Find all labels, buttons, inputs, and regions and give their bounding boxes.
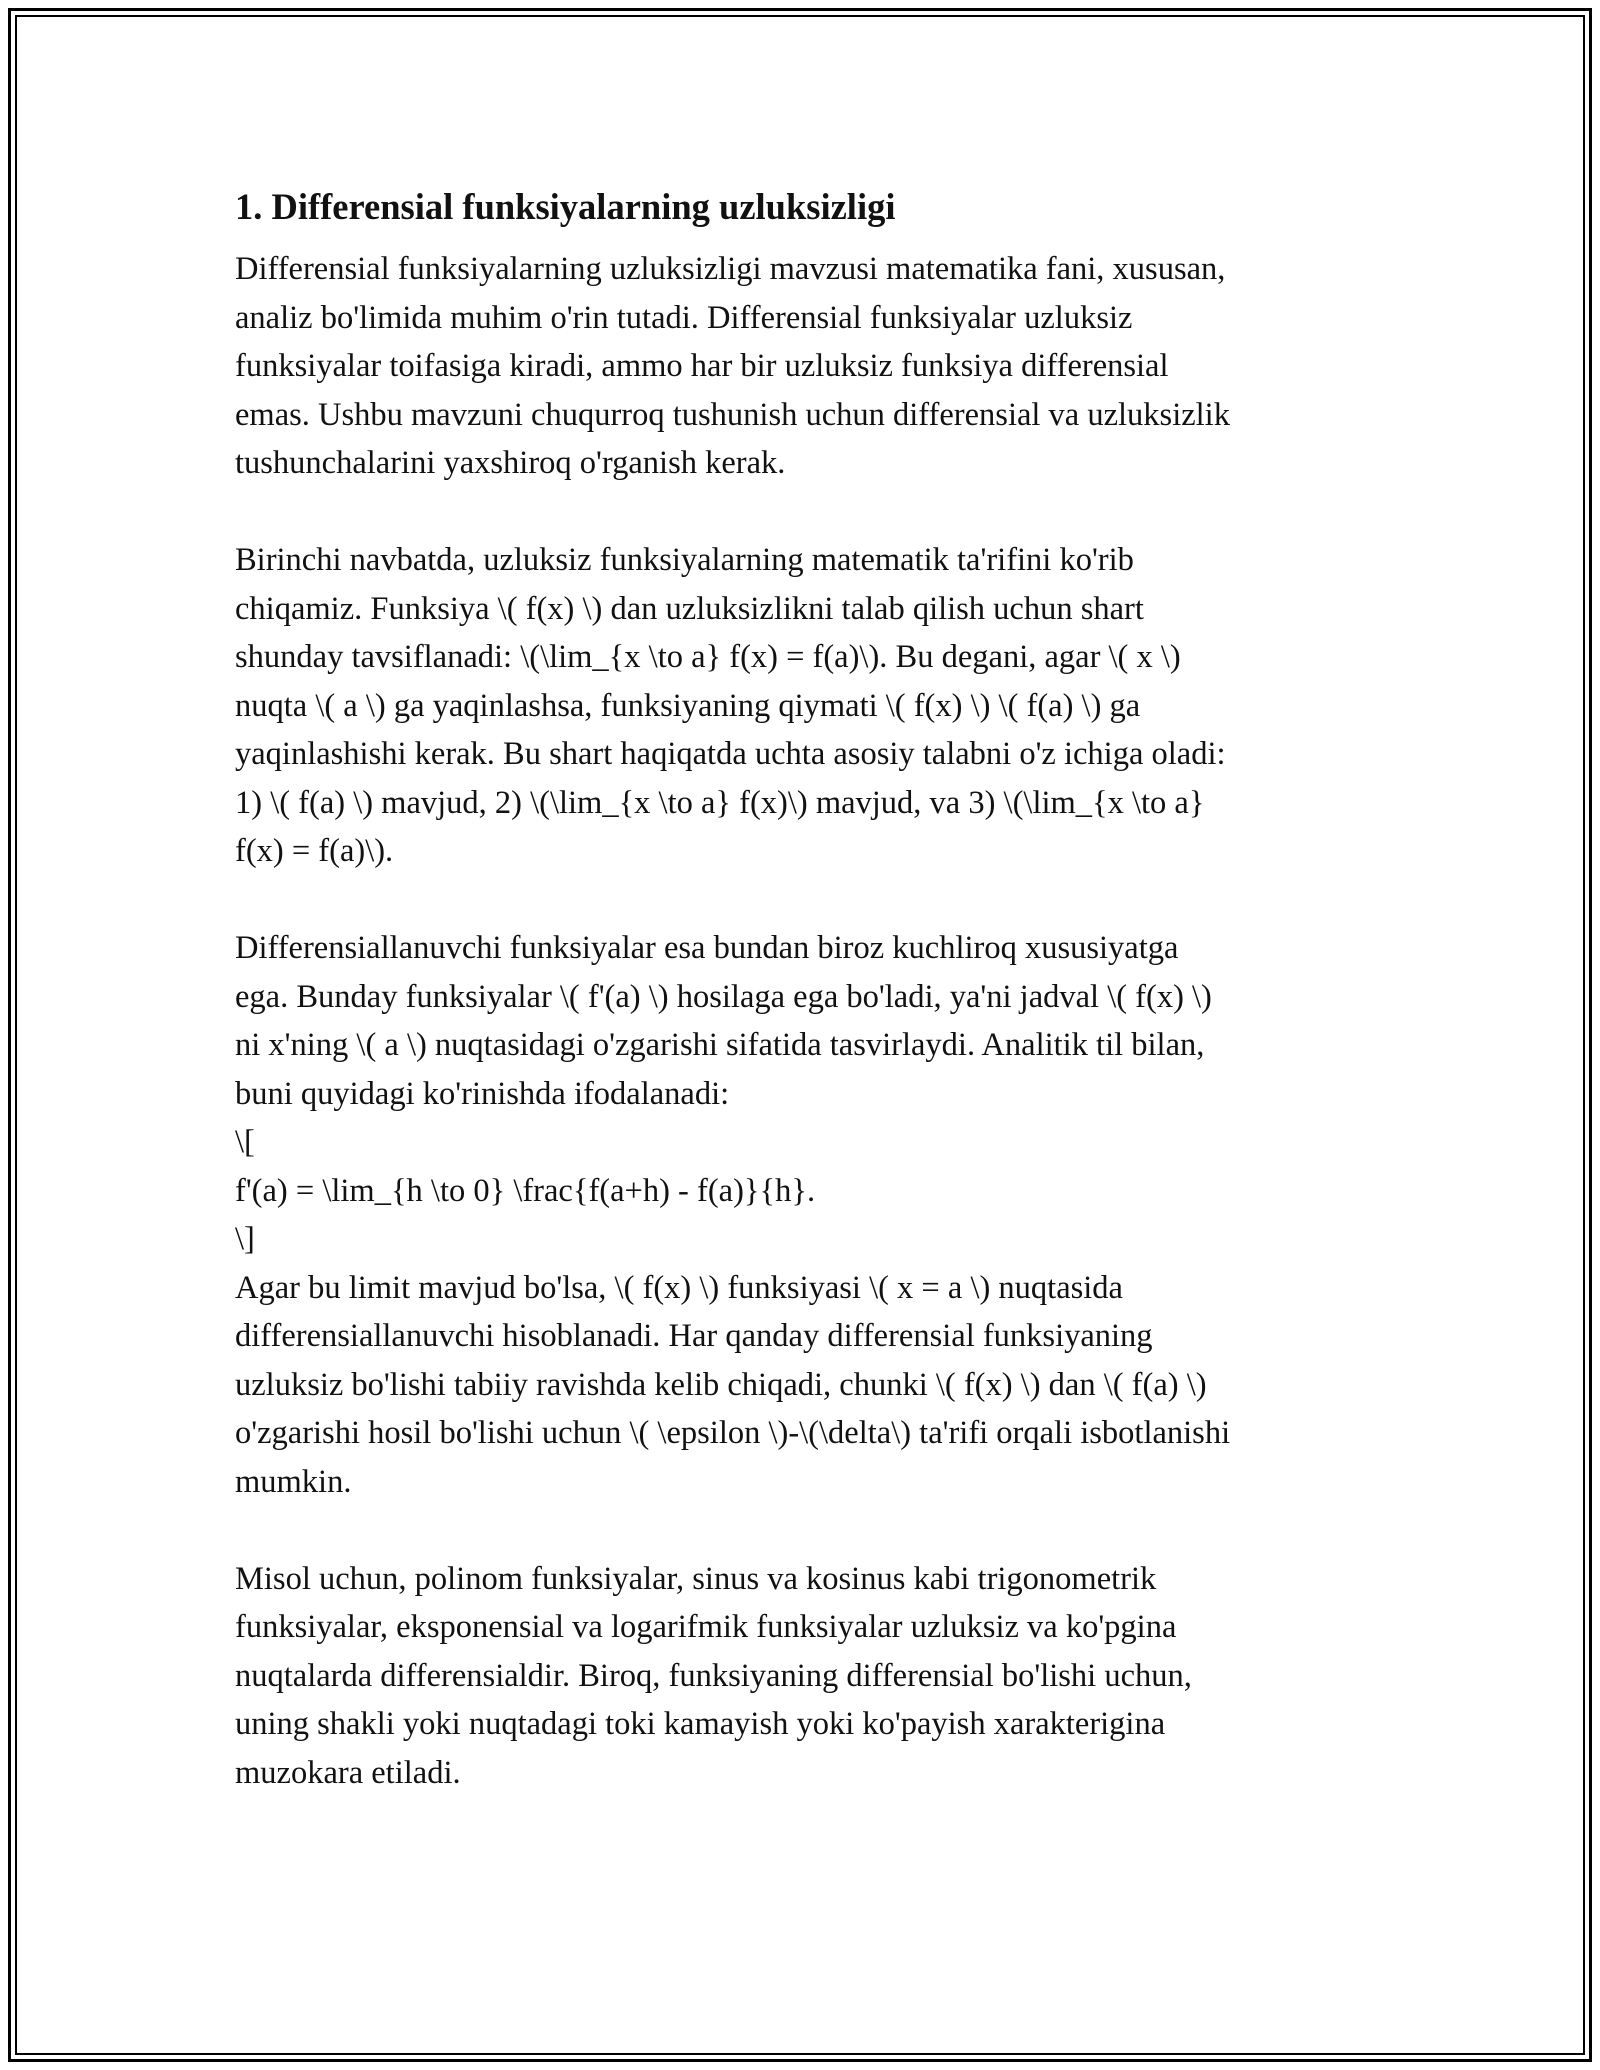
text-line: chiqamiz. Funksiya \( f(x) \) dan uzluksizlikni talab qilish uchun shart: [235, 590, 1144, 627]
text-line: Agar bu limit mavjud bo'lsa, \( f(x) \) funksiyasi \( x = a \) nuqtasida: [235, 1269, 1123, 1306]
text-line: Birinchi navbatda, uzluksiz funksiyalarning matematik ta'rifini ko'rib: [235, 542, 1134, 578]
text-line: tushunchalarini yaxshiroq o'rganish kerak.: [235, 445, 786, 481]
text-line: Differensiallanuvchi funksiyalar esa bundan biroz kuchliroq xususiyatga: [235, 930, 1179, 966]
text-line: analiz bo'limida muhim o'rin tutadi. Differensial funksiyalar uzluksiz: [235, 299, 1133, 336]
text-line: differensiallanuvchi hisoblanadi. Har qanday differensial funksiyaning: [235, 1318, 1153, 1354]
text-line: f(x) = f(a)\).: [235, 833, 394, 869]
text-line: uning shakli yoki nuqtadagi toki kamayish yoki ko'payish xarakterigina: [235, 1706, 1166, 1742]
paragraph-3: [235, 924, 1365, 1506]
text-line: 1) \( f(a) \) mavjud, 2) \(\lim_{x \to a} f(x)\) mavjud, va 3) \(\lim_{x \to a}: [235, 784, 1205, 821]
text-line: funksiyalar toifasiga kiradi, ammo har bir uzluksiz funksiya differensial: [235, 348, 1169, 384]
formula-line: f'(a) = \lim_{h \to 0} \frac{f(a+h) - f(a)}{h}.: [235, 1172, 816, 1209]
text-line: Differensial funksiyalarning uzluksizligi mavzusi matematika fani, xususan,: [235, 251, 1226, 287]
formula-open-line: \[: [235, 1124, 255, 1160]
text-line: funksiyalar, eksponensial va logarifmik funksiyalar uzluksiz va ko'pgina: [235, 1609, 1177, 1645]
document-title: 1. Differensial funksiyalarning uzluksizligi: [235, 186, 896, 227]
text-line: buni quyidagi ko'rinishda ifodalanadi:: [235, 1075, 730, 1112]
text-line: yaqinlashishi kerak. Bu shart haqiqatda uchta asosiy talabni o'z ichiga oladi:: [235, 736, 1226, 772]
text-line: shunday tavsiflanadi: \(\lim_{x \to a} f(x) = f(a)\). Bu degani, agar \( x \): [235, 639, 1181, 675]
text-line: o'zgarishi hosil bo'lishi uchun \( \epsilon \)-\(\delta\) ta'rifi orqali isbotlanishi: [235, 1415, 1231, 1451]
formula-close-line: \]: [235, 1221, 255, 1257]
text-line: muzokara etiladi.: [235, 1754, 461, 1791]
document-body: [235, 185, 1365, 1846]
paragraph-1: [235, 245, 1365, 488]
text-line: ega. Bunday funksiyalar \( f'(a) \) hosilaga ega bo'ladi, ya'ni jadval \( f(x) \): [235, 978, 1212, 1015]
paragraph-2: [235, 536, 1365, 876]
text-line: emas. Ushbu mavzuni chuqurroq tushunish uchun differensial va uzluksizlik: [235, 396, 1230, 433]
text-line: Misol uchun, polinom funksiyalar, sinus va kosinus kabi trigonometrik: [235, 1560, 1157, 1597]
paragraph-4: [235, 1555, 1365, 1798]
text-line: nuqta \( a \) ga yaqinlashsa, funksiyaning qiymati \( f(x) \) \( f(a) \) ga: [235, 687, 1141, 724]
text-line: nuqtalarda differensialdir. Biroq, funksiyaning differensial bo'lishi uchun,: [235, 1657, 1192, 1694]
text-line: uzluksiz bo'lishi tabiiy ravishda kelib chiqadi, chunki \( f(x) \) dan \( f(a) \): [235, 1366, 1207, 1403]
text-line: mumkin.: [235, 1463, 352, 1500]
text-line: ni x'ning \( a \) nuqtasidagi o'zgarishi sifatida tasvirlaydi. Analitik til bilan,: [235, 1027, 1205, 1063]
